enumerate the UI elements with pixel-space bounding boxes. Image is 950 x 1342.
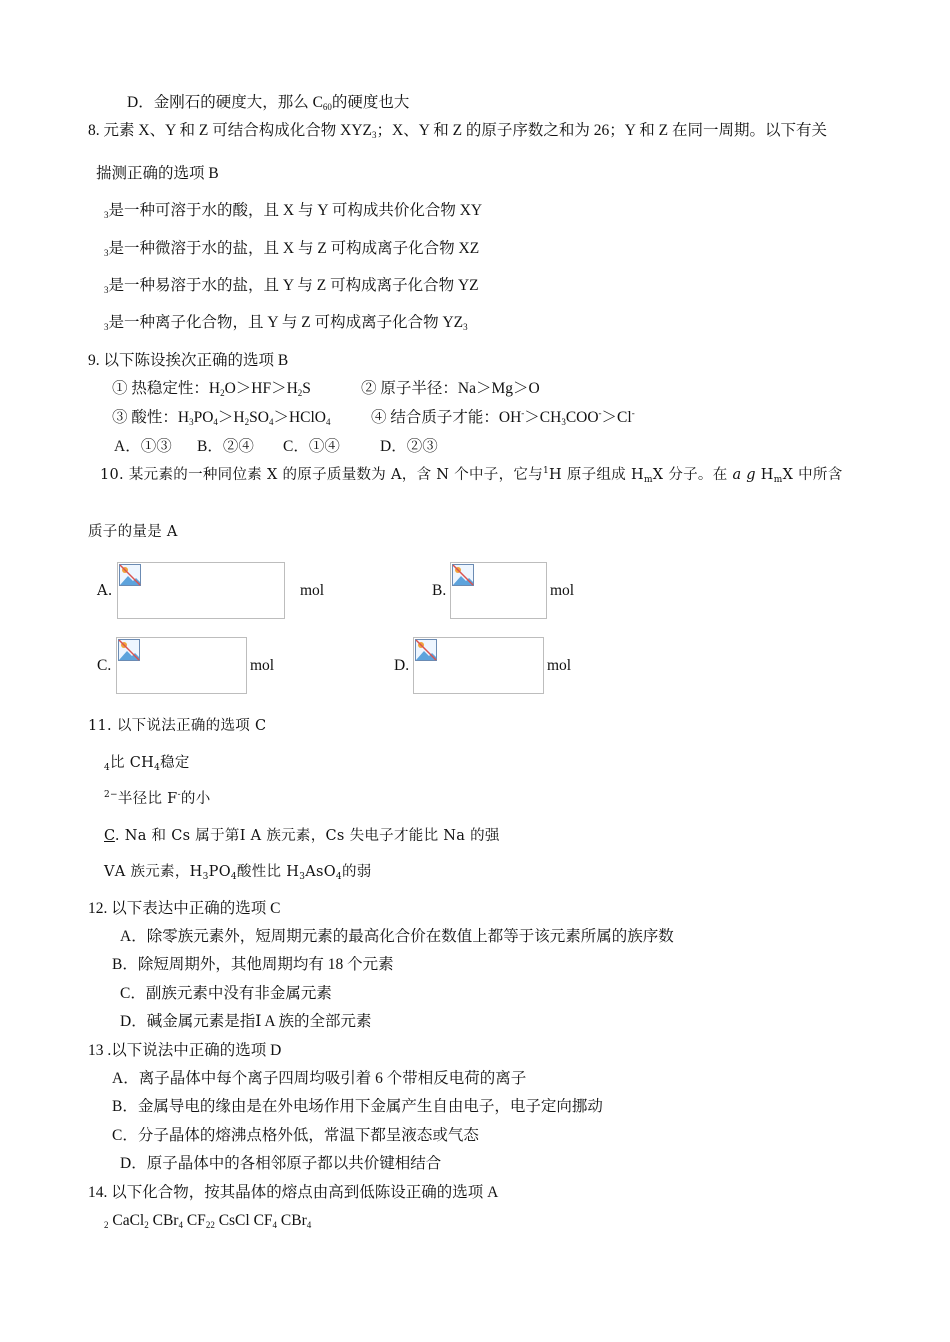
q9-item-2: ② 原子半径：Na＞Mg＞O: [361, 380, 540, 397]
q12-option-c: C．副族元素中没有非金属元素: [120, 985, 332, 1002]
q9-choice-d: D．②③: [380, 438, 438, 455]
q9-item-4: ④ 结合质子才能：$OH^->CH_3COO^->Cl^-$: [371, 408, 635, 427]
q8-option: $_3$是一种易溶于水的盐，且 Y 与 Z 可构成离子化合物 YZ: [104, 277, 479, 295]
q9-item-1: ① 热稳定性：$H_2O>HF>H_2S$: [112, 380, 311, 398]
q13-title: 13 .以下说法中正确的选项 D: [88, 1042, 282, 1059]
q10-option-a-label: A.: [97, 583, 113, 599]
q13-option-a: A．离子晶体中每个离子四周均吸引着 6 个带相反电荷的离子: [112, 1070, 527, 1087]
q12-option-a: A．除零族元素外，短周期元素的最高化合价在数值上都等于该元素所属的族序数: [120, 928, 674, 945]
q10-option-d-unit: mol: [547, 657, 572, 674]
q9-title: 9. 以下陈设挨次正确的选项 B: [88, 352, 289, 369]
q11-title: 11. 以下说法正确的选项 C: [88, 718, 267, 734]
q11-option-c: C. Na 和 Cs 属于第Ⅰ A 族元素，Cs 失电子才能比 Na 的强: [104, 828, 500, 844]
q12-option-b: B．除短周期外，其他周期均有 18 个元素: [112, 956, 394, 973]
q10-option-d-formula-image: [413, 637, 544, 694]
q13-option-b: B．金属导电的缘由是在外电场作用下金属产生自由电子，电子定向挪动: [112, 1098, 603, 1115]
q8-stem-line2: 揣测正确的选项 B: [96, 165, 219, 182]
broken-image-icon: [452, 564, 474, 586]
q10-option-d-label: D.: [394, 657, 410, 674]
q13-option-c: C．分子晶体的熔沸点格外低，常温下都呈液态或气态: [112, 1127, 479, 1144]
q8-option: $_3$是一种离子化合物，且 Y 与 Z 可构成离子化合物 $YZ_3$: [104, 314, 468, 332]
q10-option-b-label: B.: [432, 582, 447, 599]
q11-option-a: $_4$比 $CH_4$稳定: [104, 755, 190, 773]
q14-option-line: $_2$ CaCl$_2$ CBr$_4$ $CF_{22}$ CsCl $CF_4$ CBr$_4$: [104, 1212, 312, 1230]
q10-option-a-unit: mol: [300, 582, 325, 599]
q13-option-d: D．原子晶体中的各相邻原子都以共价键相结合: [120, 1155, 442, 1172]
q11-option-b: $^{2-}$半径比 F-的小: [104, 790, 211, 807]
q8-option: $_3$是一种可溶于水的酸，且 X 与 Y 可构成共价化合物 XY: [104, 202, 483, 220]
q10-option-c-formula-image: [116, 637, 247, 694]
q12-option-d: D．碱金属元素是指Ⅰ A 族的全部元素: [120, 1013, 372, 1030]
q9-item-3: ③ 酸性：$H_3PO_4>H_2SO_4>HClO_4$: [112, 409, 331, 427]
q14-title: 14. 以下化合物，按其晶体的熔点由高到低陈设正确的选项 A: [88, 1184, 499, 1201]
q9-choice-a: A．①③: [114, 438, 172, 455]
q12-title: 12. 以下表达中正确的选项 C: [88, 900, 281, 917]
q10-option-a-formula-image: [117, 562, 285, 619]
q10-stem-line2: 质子的量是 A: [88, 524, 178, 540]
broken-image-icon: [415, 639, 437, 661]
broken-image-icon: [118, 639, 140, 661]
q10-option-c-label: C.: [97, 657, 112, 674]
q10-option-c-unit: mol: [250, 657, 275, 674]
q8-stem-line1: 8. 元素 X、Y 和 Z 可结合构成化合物 $XYZ_3$；X、Y 和 Z 的原子序数之和为 26；Y 和 Z 在同一周期。以下有关: [88, 122, 828, 140]
q10-stem-line1: 10. 某元素的一种同位素 X 的原子质量数为 A，含 N 个中子，它与$^1$H 原子组成 $H_mX$ 分子。在 a g $H_mX$ 中所含: [100, 466, 843, 485]
q8-option: $_3$是一种微溶于水的盐，且 X 与 Z 可构成离子化合物 XZ: [104, 240, 480, 258]
q11-option-d: ⅤA 族元素，$H_3PO_4$酸性比 $H_3AsO_4$的弱: [104, 864, 372, 882]
q9-choice-c: C．①④: [283, 438, 340, 455]
q10-option-b-unit: mol: [550, 582, 575, 599]
q9-choice-b: B．②④: [197, 438, 254, 455]
broken-image-icon: [119, 564, 141, 586]
q10-option-b-formula-image: [450, 562, 547, 619]
q7-option-d: D．金刚石的硬度大，那么 $C_{60}$的硬度也大: [127, 94, 410, 112]
